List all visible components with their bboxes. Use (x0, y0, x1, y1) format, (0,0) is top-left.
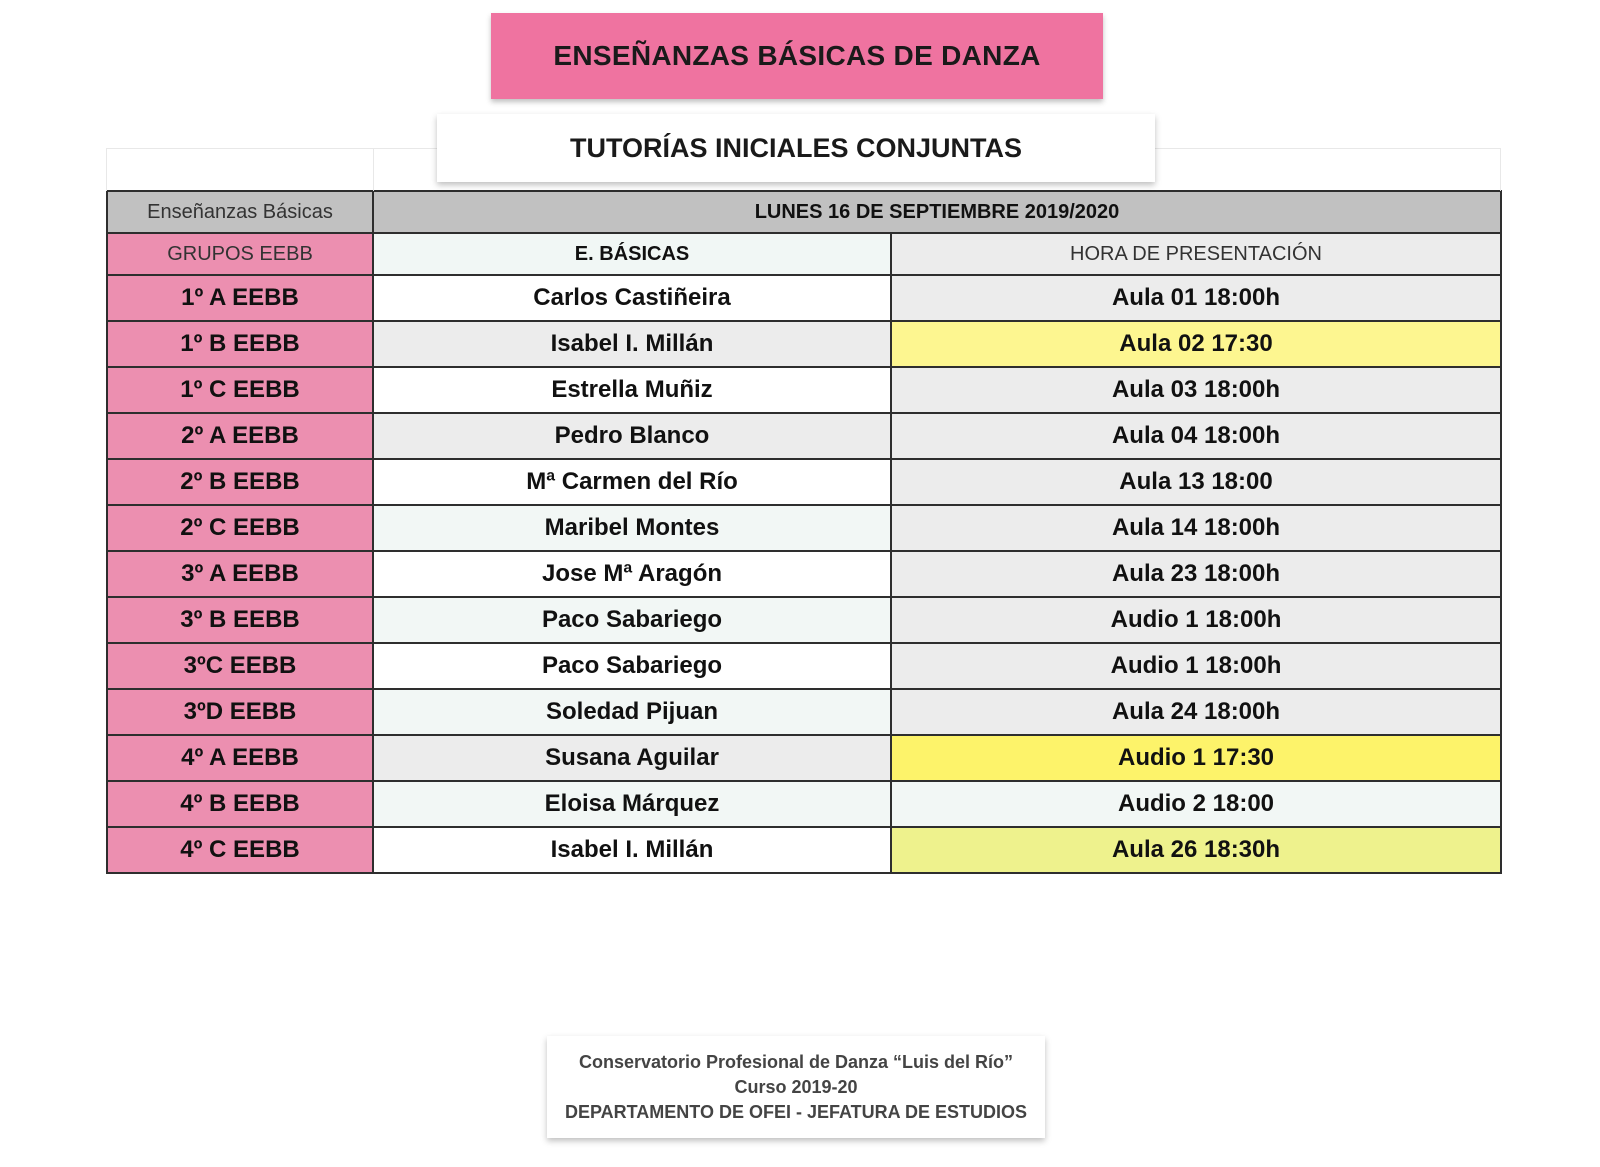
table-row (107, 643, 1501, 689)
tutor-cell: Susana Aguilar (373, 735, 891, 781)
footer-card (547, 1036, 1045, 1138)
group-cell: 2º C EEBB (107, 505, 373, 551)
group-cell: 4º C EEBB (107, 827, 373, 873)
group-cell: 4º A EEBB (107, 735, 373, 781)
group-cell: 2º A EEBB (107, 413, 373, 459)
group-cell: 1º B EEBB (107, 321, 373, 367)
column-header-time: HORA DE PRESENTACIÓN (891, 233, 1501, 275)
table-row (107, 689, 1501, 735)
table-row (107, 459, 1501, 505)
group-cell: 1º A EEBB (107, 275, 373, 321)
tutor-cell: Pedro Blanco (373, 413, 891, 459)
time-cell-highlighted: Aula 02 17:30 (891, 321, 1501, 367)
tutor-cell: Maribel Montes (373, 505, 891, 551)
schedule-table (106, 190, 1502, 874)
table-row (107, 597, 1501, 643)
tutor-cell: Eloisa Márquez (373, 781, 891, 827)
group-cell: 3ºC EEBB (107, 643, 373, 689)
time-cell: Aula 13 18:00 (891, 459, 1501, 505)
time-cell-highlighted: Aula 26 18:30h (891, 827, 1501, 873)
time-cell: Aula 03 18:00h (891, 367, 1501, 413)
footer-course: Curso 2019-20 (734, 1076, 858, 1097)
tutor-cell: Isabel I. Millán (373, 827, 891, 873)
table-row (107, 781, 1501, 827)
time-cell: Aula 14 18:00h (891, 505, 1501, 551)
column-header-row (107, 233, 1501, 275)
group-cell: 3ºD EEBB (107, 689, 373, 735)
time-cell: Audio 1 18:00h (891, 597, 1501, 643)
table-row (107, 827, 1501, 873)
time-cell-highlighted: Audio 1 17:30 (891, 735, 1501, 781)
tutor-cell: Mª Carmen del Río (373, 459, 891, 505)
column-header-group: GRUPOS EEBB (107, 233, 373, 275)
tutor-cell: Paco Sabariego (373, 643, 891, 689)
group-cell: 1º C EEBB (107, 367, 373, 413)
tutor-cell: Jose Mª Aragón (373, 551, 891, 597)
banner-title: ENSEÑANZAS BÁSICAS DE DANZA (491, 13, 1103, 99)
table-row (107, 735, 1501, 781)
time-cell: Aula 01 18:00h (891, 275, 1501, 321)
group-cell: 3º A EEBB (107, 551, 373, 597)
group-cell: 2º B EEBB (107, 459, 373, 505)
table-row (107, 275, 1501, 321)
group-cell: 3º B EEBB (107, 597, 373, 643)
footer-department: DEPARTAMENTO DE OFEI - JEFATURA DE ESTUDIOS (564, 1101, 1028, 1122)
time-cell: Audio 2 18:00 (891, 781, 1501, 827)
time-cell: Aula 24 18:00h (891, 689, 1501, 735)
tutor-cell: Carlos Castiñeira (373, 275, 891, 321)
group-cell: 4º B EEBB (107, 781, 373, 827)
tutor-cell: Soledad Pijuan (373, 689, 891, 735)
table-header-row (107, 191, 1501, 233)
table-row (107, 551, 1501, 597)
time-cell: Aula 23 18:00h (891, 551, 1501, 597)
date-header: LUNES 16 DE SEPTIEMBRE 2019/2020 (373, 191, 1501, 233)
time-cell: Audio 1 18:00h (891, 643, 1501, 689)
tutor-cell: Estrella Muñiz (373, 367, 891, 413)
footer-institution: Conservatorio Profesional de Danza “Luis del Río” (578, 1051, 1014, 1072)
subtitle: TUTORÍAS INICIALES CONJUNTAS (437, 114, 1155, 182)
tutor-cell: Paco Sabariego (373, 597, 891, 643)
table-row (107, 505, 1501, 551)
table-row (107, 321, 1501, 367)
table-row (107, 413, 1501, 459)
tutor-cell: Isabel I. Millán (373, 321, 891, 367)
table-row (107, 367, 1501, 413)
time-cell: Aula 04 18:00h (891, 413, 1501, 459)
column-header-tutor: E. BÁSICAS (373, 233, 891, 275)
top-left-label: Enseñanzas Básicas (107, 191, 373, 233)
